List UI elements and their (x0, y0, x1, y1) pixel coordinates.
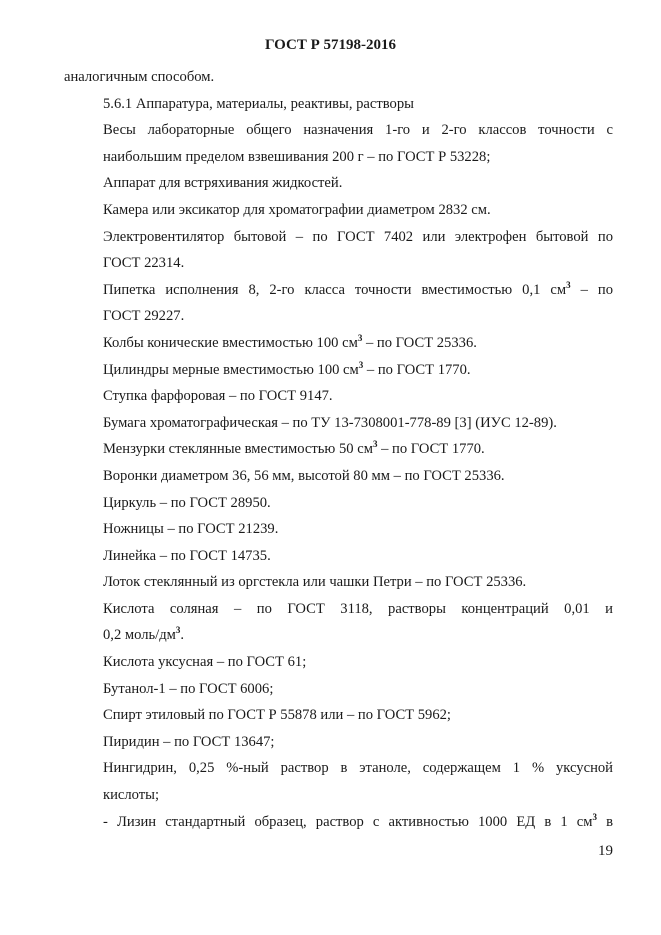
text-line-content: 5.6.1 Аппаратура, материалы, реактивы, растворы (103, 95, 414, 112)
text-line-tail: – по (570, 281, 613, 298)
text-line (64, 224, 613, 251)
text-line-content: Циркуль – по ГОСТ 28950. (103, 494, 271, 511)
text-line (64, 782, 613, 809)
superscript-unit: 3 (592, 811, 597, 822)
text-line (64, 516, 613, 543)
text-line (64, 569, 613, 596)
text-line-content: Кислота уксусная – по ГОСТ 61; (103, 654, 307, 671)
text-line (64, 277, 613, 304)
text-line (64, 117, 613, 144)
text-line-content: 0,2 моль/дм (103, 627, 176, 644)
text-line-content: Электровентилятор бытовой – по ГОСТ 7402 или электрофен бытовой по (103, 228, 613, 245)
text-line (64, 197, 613, 224)
text-line-tail: в (596, 813, 613, 830)
text-line (64, 729, 613, 756)
text-line-content: Воронки диаметром 36, 56 мм, высотой 80 мм – по ГОСТ 25336. (103, 467, 505, 484)
text-line-tail: . (180, 627, 185, 644)
text-line-content: Колбы конические вместимостью 100 см (103, 334, 358, 351)
text-line (64, 144, 613, 171)
text-line (64, 490, 613, 517)
text-line-content: ГОСТ 22314. (103, 255, 185, 272)
text-line (64, 357, 613, 384)
superscript-unit: 3 (566, 279, 571, 290)
text-line (64, 436, 613, 463)
text-line (64, 250, 613, 277)
text-line (64, 463, 613, 490)
text-line-content: Линейка – по ГОСТ 14735. (103, 547, 271, 564)
text-line-tail: – по ГОСТ 1770. (363, 361, 471, 378)
superscript-unit: 3 (372, 439, 378, 450)
text-line-content: Пипетка исполнения 8, 2-го класса точности вместимостью 0,1 см (103, 281, 567, 298)
text-line-content: аналогичным способом. (64, 69, 215, 85)
text-line-content: Аппарат для встряхивания жидкостей. (103, 175, 343, 192)
text-line-content: - Лизин стандартный образец, раствор с активностью 1000 ЕД в 1 см (103, 813, 593, 830)
text-line-content: кислоты; (103, 787, 160, 804)
text-line (64, 91, 613, 118)
page-header-title: ГОСТ Р 57198-2016 (264, 37, 396, 53)
text-line-content: Ножницы – по ГОСТ 21239. (103, 521, 279, 538)
text-line-content: Бутанол-1 – по ГОСТ 6006; (103, 680, 274, 697)
text-line-content: Цилиндры мерные вместимостью 100 см (103, 361, 359, 378)
text-line-content: ГОСТ 29227. (103, 308, 185, 325)
text-line-content: Камера или эксикатор для хроматографии диаметром 2832 см. (103, 201, 491, 218)
text-line (64, 64, 613, 91)
text-line (64, 303, 613, 330)
text-line-content: Бумага хроматографическая – по ТУ 13-7308001-778-89 [3] (ИУС 12-89). (103, 414, 557, 431)
text-line-content: Нингидрин, 0,25 %-ный раствор в этаноле, содержащем 1 % уксусной (103, 760, 613, 777)
text-line-content: Ступка фарфоровая – по ГОСТ 9147. (103, 388, 333, 405)
text-line (64, 676, 613, 703)
text-line (64, 622, 613, 649)
page-number: 19 (598, 843, 613, 859)
text-line (64, 543, 613, 570)
superscript-unit: 3 (175, 625, 181, 636)
text-line-content: наибольшим пределом взвешивания 200 г – по ГОСТ Р 53228; (103, 148, 491, 165)
text-line (64, 383, 613, 410)
text-line-content: Лоток стеклянный из оргстекла или чашки Петри – по ГОСТ 25336. (103, 574, 527, 591)
superscript-unit: 3 (357, 332, 363, 343)
text-line (64, 702, 613, 729)
text-line-content: Мензурки стеклянные вместимостью 50 см (103, 441, 373, 458)
text-line (64, 596, 613, 623)
text-line (64, 809, 613, 836)
text-line (64, 410, 613, 437)
text-line (64, 170, 613, 197)
text-line (64, 330, 613, 357)
text-line-tail: – по ГОСТ 1770. (377, 441, 485, 458)
document-body (64, 64, 613, 835)
text-line-tail: – по ГОСТ 25336. (362, 334, 477, 351)
superscript-unit: 3 (358, 359, 364, 370)
text-line (64, 649, 613, 676)
text-line-content: Спирт этиловый по ГОСТ Р 55878 или – по ГОСТ 5962; (103, 707, 451, 724)
text-line-content: Пиридин – по ГОСТ 13647; (103, 733, 275, 750)
text-line-content: Кислота соляная – по ГОСТ 3118, растворы концентраций 0,01 и (103, 600, 613, 617)
text-line-content: Весы лабораторные общего назначения 1-го и 2-го классов точности с (103, 122, 613, 139)
text-line (64, 755, 613, 782)
